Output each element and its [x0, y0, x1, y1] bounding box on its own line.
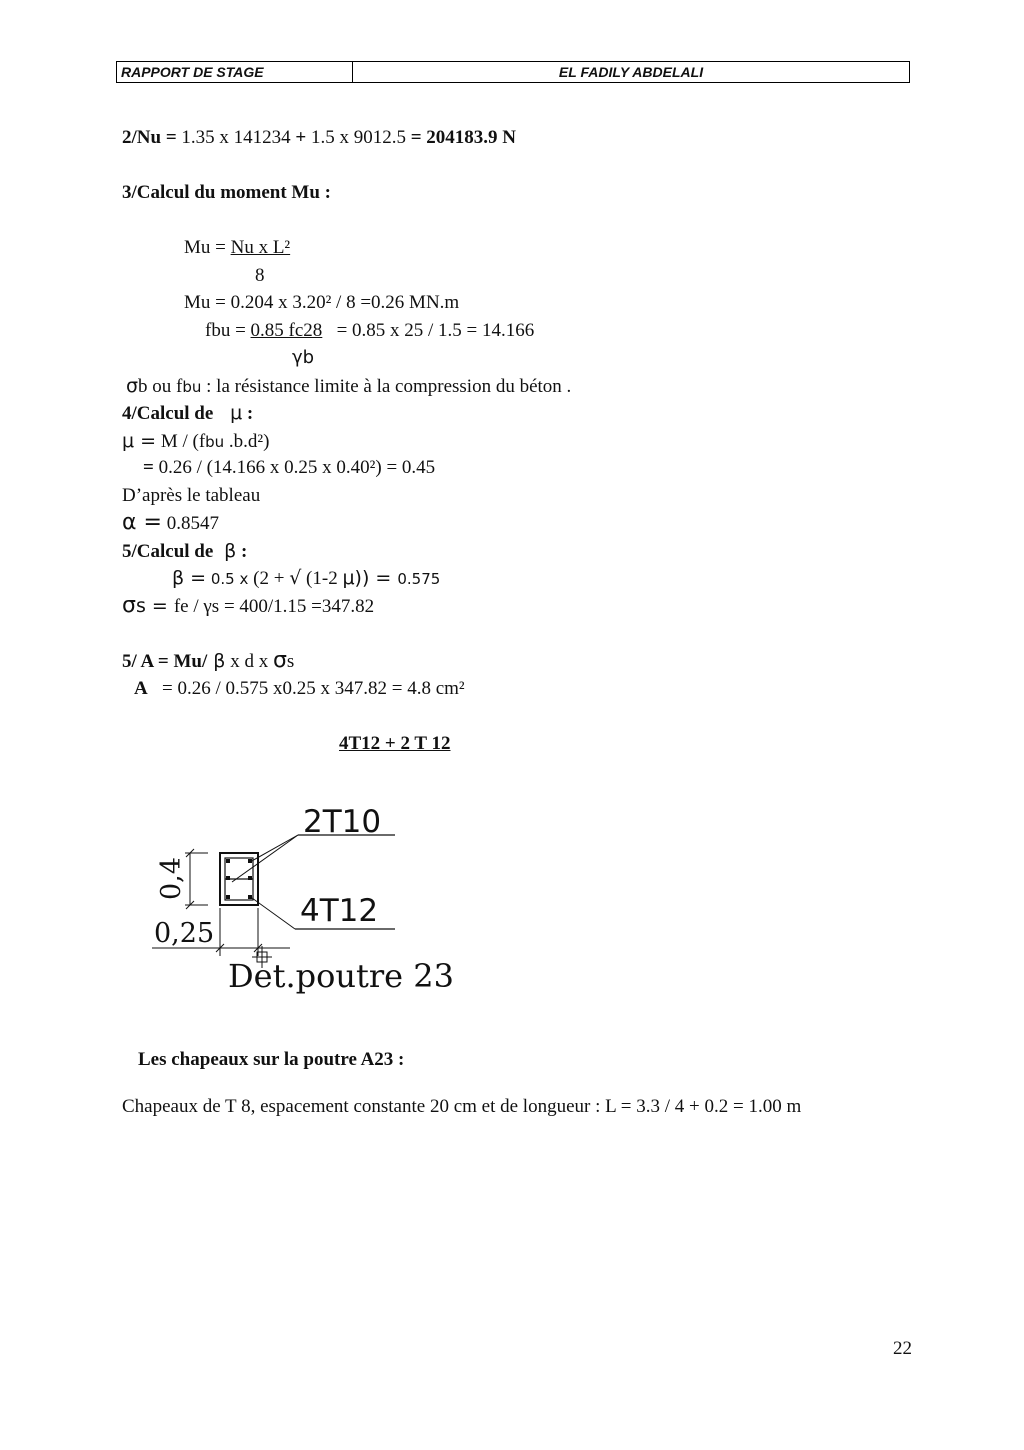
beta-heading-text: 5/Calcul de: [122, 541, 219, 562]
area-heading-text: 5/ A = Mu/: [122, 651, 208, 672]
sqrt-symbol: √: [289, 567, 302, 589]
mu-line1-rest: M / (f: [156, 431, 206, 452]
chapeaux-heading: Les chapeaux sur la poutre A23 :: [138, 1049, 405, 1070]
beam-section-drawing: [140, 790, 460, 1005]
bar-bottom-left: [226, 895, 230, 899]
mu-formula: [184, 236, 290, 260]
mu-line2-eq: =: [143, 457, 154, 478]
alpha-line: [122, 511, 219, 536]
sigma-b-desc: : la résistance limite à la compression du béton .: [201, 376, 572, 397]
beta-mu-symbol: μ: [342, 567, 355, 589]
mu-heading-text: 4/Calcul de: [122, 403, 219, 424]
fbu-lhs: fbu =: [205, 320, 251, 341]
area-heading-mid: x d x: [225, 651, 273, 672]
area-heading: [122, 649, 294, 674]
mu-line1-symbol: μ =: [122, 430, 157, 452]
sigma-s-sub: s =: [135, 595, 174, 617]
nu-line: [122, 126, 516, 150]
mu-formula-numerator: Nu x L²: [230, 237, 291, 258]
header-right: EL FADILY ABDELALI: [558, 64, 704, 80]
sigma-s-symbol: σ: [122, 593, 136, 618]
bar-bottom-right: [248, 895, 252, 899]
area-beta-symbol: β: [207, 650, 226, 672]
bar-top-left: [226, 859, 230, 863]
sigma-symbol: σ: [126, 375, 139, 397]
beta-part-e: )) =: [354, 567, 398, 589]
mu-line1-end: .b.d²): [224, 431, 270, 452]
mu-formula-denominator: 8: [255, 265, 265, 286]
nu-expr: 1.35 x 141234: [176, 127, 296, 148]
beta-part-b: (: [253, 568, 260, 589]
area-calc-label: A: [134, 678, 148, 699]
area-calc-rest: = 0.26 / 0.575 x0.25 x 347.82 = 4.8 cm²: [147, 678, 465, 699]
dim-h-label: 0,4: [156, 857, 187, 900]
mu-heading-colon: :: [242, 403, 254, 424]
sigma-b-subscript: bu: [182, 378, 202, 396]
beta-result: 0.575: [397, 570, 441, 588]
beta-heading-colon: :: [236, 541, 248, 562]
sigma-b-text: b ou f: [138, 376, 183, 397]
bar-mid-right: [248, 876, 252, 880]
sigma-b-line: [126, 374, 571, 399]
mu-heading: [122, 401, 253, 426]
area-calc: [134, 677, 465, 701]
tableau-line: D’après le tableau: [122, 485, 261, 506]
mu-heading-symbol: μ: [230, 402, 243, 424]
figure-caption: Det.poutre 23: [228, 957, 454, 995]
label-2t10: 2T10: [303, 804, 382, 840]
mu-calc: Mu = 0.204 x 3.20² / 8 =0.26 MN.m: [184, 292, 460, 313]
label-4t12: 4T12: [300, 893, 379, 929]
bar-mid-left: [226, 876, 230, 880]
mu-formula-lhs: Mu =: [184, 237, 231, 258]
nu-label: 2/Nu =: [122, 127, 177, 148]
page-header: [116, 61, 910, 83]
header-left: RAPPORT DE STAGE: [117, 62, 353, 82]
beta-heading-symbol: β: [224, 540, 237, 562]
chapeaux-text: Chapeaux de T 8, espacement constante 20 cm et de longueur : L = 3.3 / 4 + 0.2 = 1.00 m: [122, 1096, 802, 1117]
beta-part-d: (1-2: [301, 568, 343, 589]
sigma-s-line: [122, 594, 374, 619]
area-sigma-sub: s: [286, 651, 295, 672]
beta-heading: [122, 539, 247, 564]
dim-w-label: 0,25: [154, 918, 215, 949]
alpha-value: 0.8547: [161, 513, 219, 534]
area-sigma-symbol: σ: [272, 648, 287, 673]
fbu-numerator: 0.85 fc28: [250, 320, 323, 341]
rebar-result: 4T12 + 2 T 12: [339, 733, 451, 754]
leader-top-2: [250, 835, 298, 862]
nu-plus: +: [295, 127, 307, 148]
beta-part-c: 2 +: [259, 568, 290, 589]
mu-line2-rest: 0.26 / (14.166 x 0.25 x 0.40²) = 0.45: [153, 457, 436, 478]
page-number: 22: [893, 1338, 912, 1359]
nu-result: = 204183.9 N: [410, 127, 517, 148]
mu-line2: [143, 456, 435, 480]
fbu-rhs: = 0.85 x 25 / 1.5 = 14.166: [322, 320, 535, 341]
sigma-s-rest: fe / γs = 400/1.15 =347.82: [173, 596, 375, 617]
beta-symbol: β =: [172, 567, 207, 589]
fbu-line: [205, 319, 534, 343]
beta-part-a: 0.5 x: [206, 570, 254, 588]
mu-line1: [122, 429, 269, 454]
beta-line: [172, 566, 440, 591]
alpha-symbol: α =: [122, 510, 162, 535]
fbu-denominator: γb: [292, 347, 315, 368]
moment-heading: 3/Calcul du moment Mu :: [122, 182, 331, 203]
mu-line1-subscript: bu: [205, 433, 225, 451]
nu-expr2: 1.5 x 9012.5: [306, 127, 411, 148]
